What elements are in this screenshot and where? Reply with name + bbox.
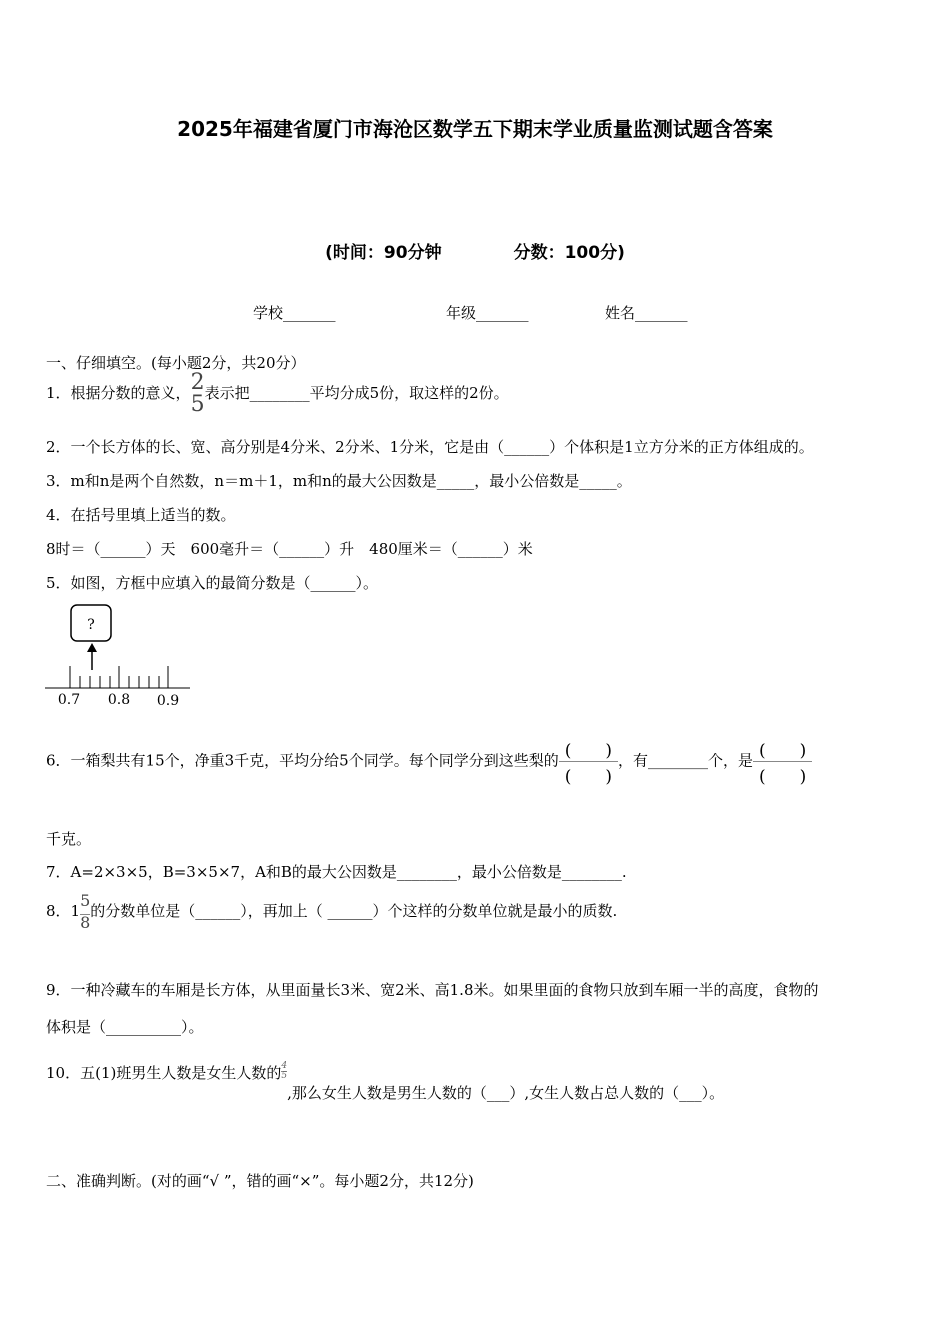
school-field: 学校_______ bbox=[253, 304, 336, 322]
question-8 bbox=[46, 893, 617, 931]
question-6 bbox=[46, 736, 812, 787]
time-info: (时间：90分钟 bbox=[325, 243, 442, 263]
tick-label: 0.9 bbox=[156, 693, 180, 709]
exam-info bbox=[0, 238, 950, 263]
fraction-2-5: 2 5 bbox=[190, 370, 205, 417]
question-mark: ? bbox=[87, 617, 95, 633]
document-title: 2025年福建省厦门市海沧区数学五下期末学业质量监测试题含答案 bbox=[177, 117, 773, 141]
q1-text-a: 根据分数的意义， bbox=[70, 384, 191, 402]
section-2-heading: 二、准确判断。(对的画“√ ”，错的画“×”。每小题2分，共12分) bbox=[46, 1172, 474, 1190]
question-9: 9．一种冷藏车的车厢是长方体，从里面量长3米、宽2米、高1.8米。如果里面的食物只放到车厢一半的高度，食物的 bbox=[46, 981, 819, 999]
question-4: 4．在括号里填上适当的数。 bbox=[46, 506, 236, 524]
tick-label: 0.7 bbox=[57, 692, 81, 708]
q1-number: 1． bbox=[46, 384, 71, 402]
section-1-heading: 一、仔细填空。(每小题2分，共20分） bbox=[46, 354, 306, 372]
fraction-blank: ( ) ( ) bbox=[559, 736, 618, 787]
name-field: 姓名_______ bbox=[605, 304, 688, 322]
q8-text-a: 8．1 bbox=[46, 902, 81, 920]
question-9-cont: 体积是（__________）。 bbox=[46, 1018, 204, 1036]
question-6-cont: 千克。 bbox=[46, 830, 92, 848]
question-10 bbox=[46, 1061, 725, 1102]
score-info: 分数：100分) bbox=[513, 243, 625, 263]
q10-text-b: ,那么女生人数是男生人数的（___）,女生人数占总人数的（___）。 bbox=[287, 1084, 725, 1102]
q10-text-a: 10．五(1)班男生人数是女生人数的 bbox=[46, 1064, 282, 1082]
q6-text-a: 6．一箱梨共有15个，净重3千克，平均分给5个同学。每个同学分到这些梨的 bbox=[46, 751, 559, 770]
fraction-4-5: $\frac{4}{5}$ bbox=[281, 1061, 288, 1081]
q1-text-b: 表示把________平均分成5份，取这样的2份。 bbox=[204, 384, 509, 402]
number-line-figure bbox=[40, 600, 200, 710]
question-3: 3．m和n是两个自然数，n＝m＋1，m和n的最大公因数是_____，最小公倍数是_____。 bbox=[46, 472, 632, 490]
fraction-5-8: $\frac{5}{8}$ bbox=[80, 891, 91, 932]
fraction-blank: ( ) ( ) bbox=[753, 736, 812, 787]
question-1 bbox=[46, 372, 509, 416]
question-5: 5．如图，方框中应填入的最简分数是（______）。 bbox=[46, 574, 379, 592]
question-2: 2．一个长方体的长、宽、高分别是4分米、2分米、1分米，它是由（______）个体积是1立方分米的正方体组成的。 bbox=[46, 438, 814, 456]
q6-text-b: ，有________个，是 bbox=[618, 751, 754, 770]
question-7: 7．A=2×3×5，B=3×5×7，A和B的最大公因数是________，最小公倍数是________. bbox=[46, 863, 627, 881]
question-4-blanks: 8时＝（______）天 600毫升＝（______）升 480厘米＝（______）米 bbox=[46, 540, 533, 558]
q8-text-b: 的分数单位是（______），再加上（ ______）个这样的分数单位就是最小的质数. bbox=[90, 902, 618, 920]
tick-label: 0.8 bbox=[107, 692, 131, 708]
grade-field: 年级_______ bbox=[446, 304, 529, 322]
